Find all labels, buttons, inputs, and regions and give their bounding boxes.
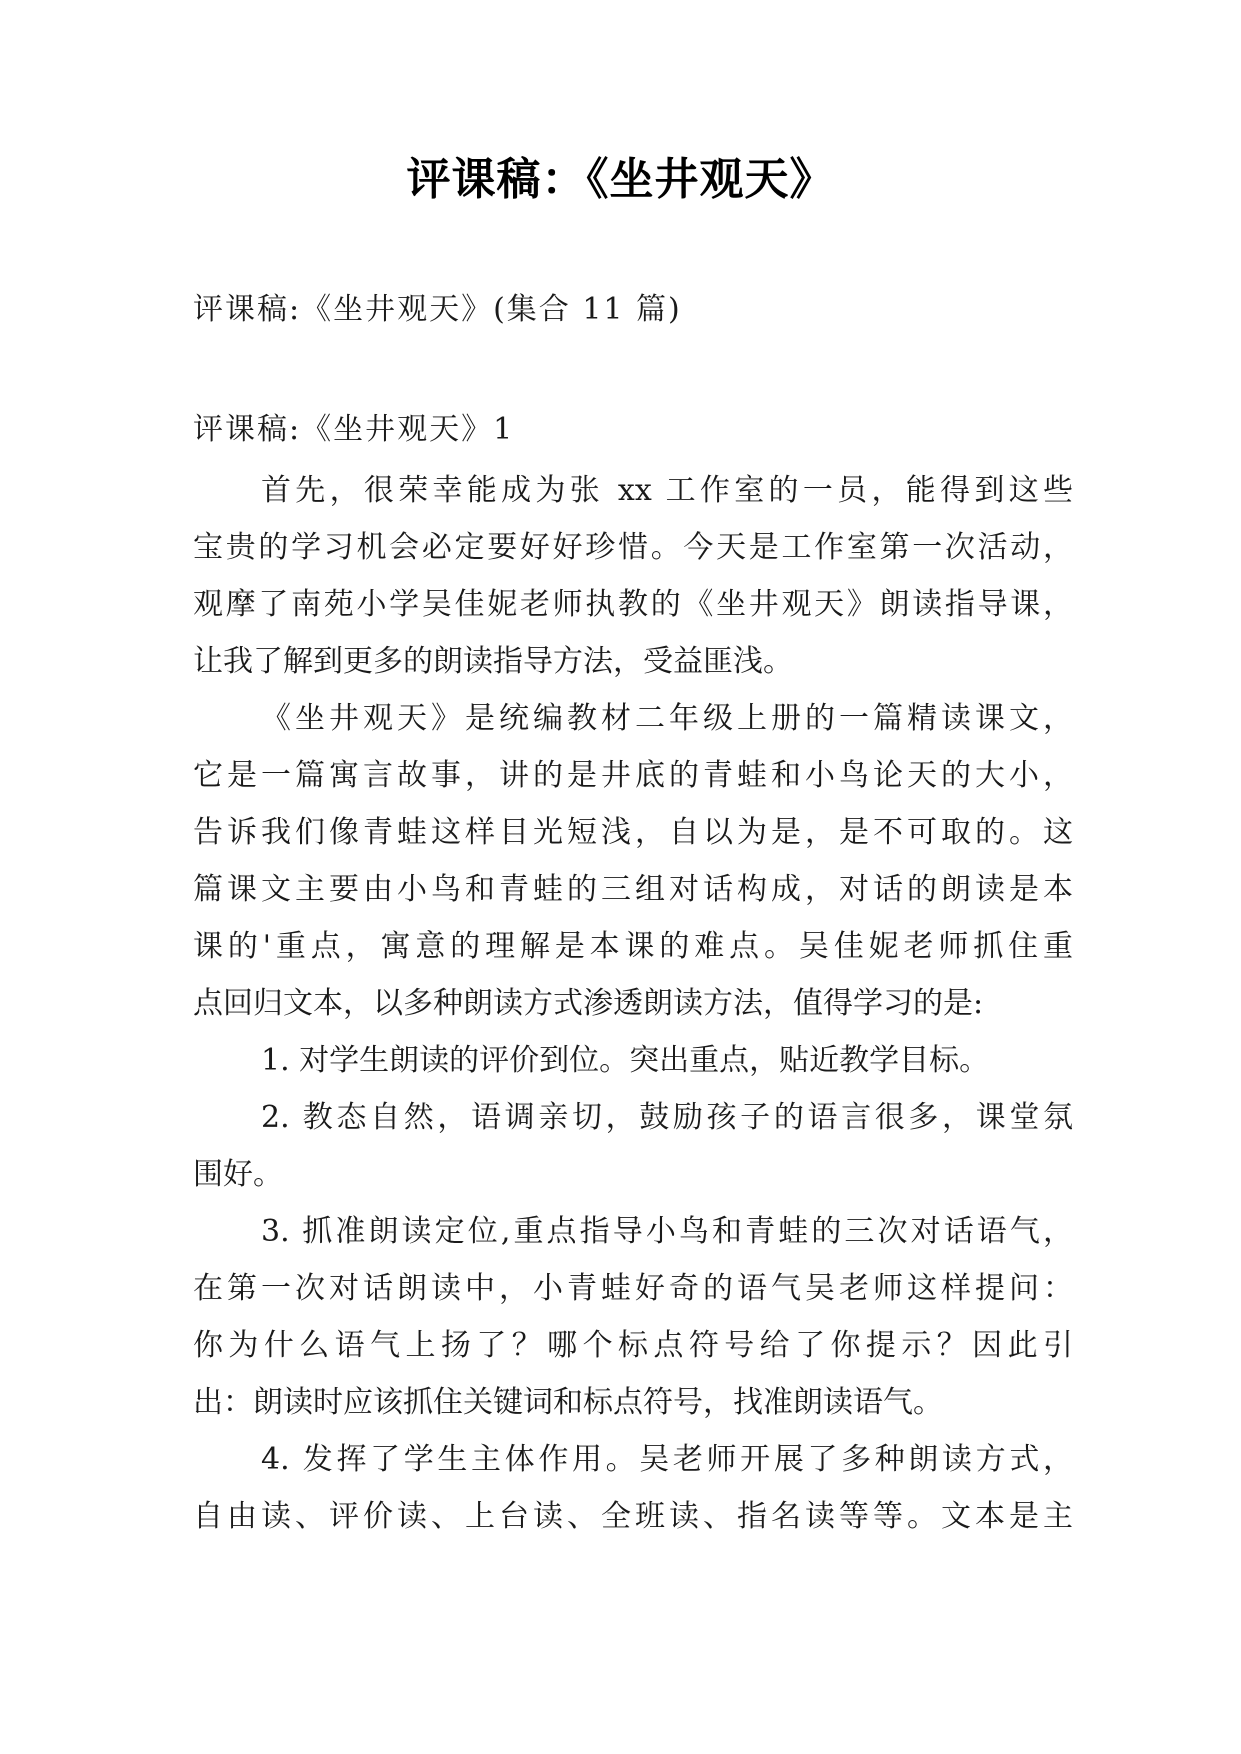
body-line: 让我了解到更多的朗读指导方法，受益匪浅。 (193, 644, 793, 679)
document-subtitle: 评课稿:《坐井观天》(集合 11 篇) (193, 292, 682, 327)
body-line: 告诉我们像青蛙这样目光短浅，自以为是，是不可取的。这 (193, 815, 1073, 850)
body-line: 它是一篇寓言故事，讲的是井底的青蛙和小鸟论天的大小， (193, 758, 1073, 793)
body-line: 观摩了南苑小学吴佳妮老师执教的《坐井观天》朗读指导课， (193, 587, 1073, 622)
body-line: 课的'重点，寓意的理解是本课的难点。吴佳妮老师抓住重 (193, 929, 1073, 964)
list-item: 2. 教态自然，语调亲切，鼓励孩子的语言很多，课堂氛 (261, 1100, 1073, 1135)
body-line: 宝贵的学习机会必定要好好珍惜。今天是工作室第一次活动， (193, 530, 1073, 565)
list-item: 3. 抓准朗读定位,重点指导小鸟和青蛙的三次对话语气， (261, 1214, 1073, 1249)
body-line: 首先，很荣幸能成为张 xx 工作室的一员，能得到这些 (261, 473, 1073, 508)
body-text (193, 462, 1073, 1545)
list-item: 1. 对学生朗读的评价到位。突出重点，贴近教学目标。 (261, 1043, 990, 1078)
body-line: 篇课文主要由小鸟和青蛙的三组对话构成，对话的朗读是本 (193, 872, 1073, 907)
body-line: 出：朗读时应该抓住关键词和标点符号，找准朗读语气。 (193, 1385, 943, 1420)
body-line: 围好。 (193, 1157, 283, 1192)
document-title: 评课稿：《坐井观天》 (406, 154, 835, 205)
section-heading: 评课稿:《坐井观天》1 (193, 412, 515, 447)
body-line: 《坐井观天》是统编教材二年级上册的一篇精读课文， (261, 701, 1073, 736)
body-line: 点回归文本，以多种朗读方式渗透朗读方法，值得学习的是: (193, 986, 984, 1021)
body-line: 在第一次对话朗读中，小青蛙好奇的语气吴老师这样提问： (193, 1271, 1073, 1306)
list-item: 4. 发挥了学生主体作用。吴老师开展了多种朗读方式， (261, 1442, 1073, 1477)
body-line: 自由读、评价读、上台读、全班读、指名读等等。文本是主 (193, 1499, 1073, 1534)
body-line: 你为什么语气上扬了？哪个标点符号给了你提示？因此引 (193, 1328, 1073, 1363)
